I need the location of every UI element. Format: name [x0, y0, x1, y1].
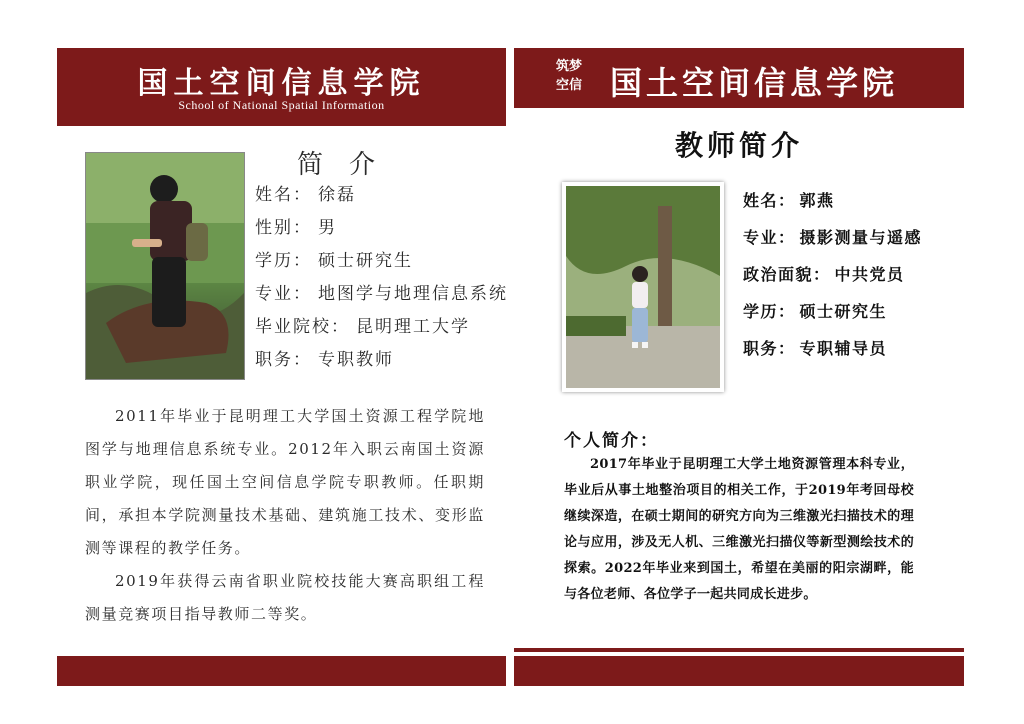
info-name: [255, 180, 356, 205]
info-value: 男: [318, 218, 337, 238]
intro-heading: 简介: [297, 150, 402, 180]
info-school: [255, 312, 470, 337]
info-label: 专业：: [743, 228, 796, 247]
school-logo: [548, 57, 590, 99]
info-value: 郭燕: [799, 191, 835, 210]
info-education: [255, 246, 413, 271]
info-position: [743, 336, 887, 359]
info-label: 学历：: [255, 251, 312, 271]
logo-line: 空信: [555, 78, 582, 93]
logo-line: 筑梦: [555, 59, 582, 74]
info-value: 中共党员: [834, 265, 905, 284]
school-name: 国土空间信息学院: [610, 64, 899, 102]
info-value: 昆明理工大学: [356, 317, 470, 337]
info-label: 学历：: [743, 302, 796, 321]
info-name: [743, 188, 835, 211]
info-value: 专职教师: [318, 350, 394, 370]
info-major: [743, 225, 922, 248]
info-value: 徐磊: [318, 185, 356, 205]
info-position: [255, 345, 394, 370]
teacher-photo: [562, 182, 724, 392]
personal-intro-heading: 个人简介：: [564, 431, 659, 451]
school-name: 国土空间信息学院: [137, 66, 426, 101]
teacher-photo: [85, 152, 245, 380]
teacher-card-right: [514, 48, 964, 686]
teacher-intro-heading: 教师简介: [674, 129, 803, 162]
info-political-status: [743, 262, 905, 285]
teacher-card-left: [57, 48, 506, 686]
info-label: 姓名：: [743, 191, 796, 210]
info-label: 性别：: [255, 218, 312, 238]
info-label: 职务：: [255, 350, 312, 370]
bio-paragraph: 2011年毕业于昆明理工大学国土资源工程学院地图学与地理信息系统专业。2012年入职云南国土资源职业学院，现任国土空间信息学院专职教师。任职期间，承担本学院测量技术基础、建筑施工技术、变形监测等课程的教学任务。: [85, 407, 485, 557]
footer-band: [514, 656, 964, 686]
footer-line: [514, 648, 964, 652]
info-value: 硕士研究生: [318, 251, 413, 271]
school-name-english: School of National Spatial Information: [178, 98, 385, 112]
info-gender: [255, 213, 337, 238]
footer-band: [57, 656, 506, 686]
header-band: [57, 48, 506, 126]
header-band: [514, 48, 964, 108]
info-value: 地图学与地理信息系统: [318, 284, 508, 304]
info-label: 专业：: [255, 284, 312, 304]
award-paragraph: 2019年获得云南省职业院校技能大赛高职组工程测量竞赛项目指导教师二等奖。: [85, 572, 485, 623]
info-major: [255, 279, 508, 304]
info-value: 专职辅导员: [799, 339, 888, 358]
info-education: [743, 299, 887, 322]
info-label: 毕业院校：: [255, 317, 350, 337]
info-label: 政治面貌：: [743, 265, 831, 284]
info-value: 硕士研究生: [799, 302, 888, 321]
info-value: 摄影测量与遥感: [799, 228, 923, 247]
info-label: 职务：: [743, 339, 796, 358]
personal-intro-paragraph: 2017年毕业于昆明理工大学土地资源管理本科专业，毕业后从事土地整治项目的相关工作，于2019年考回母校继续深造，在硕士期间的研究方向为三维激光扫描技术的理论与应用，涉及无人机、三维激光扫描仪等新型测绘技术的探索。2022年毕业来到国土，希望在美丽的阳宗湖畔，能与各位老师、各位学子一起共同成长进步。: [564, 457, 914, 602]
info-label: 姓名：: [255, 185, 312, 205]
